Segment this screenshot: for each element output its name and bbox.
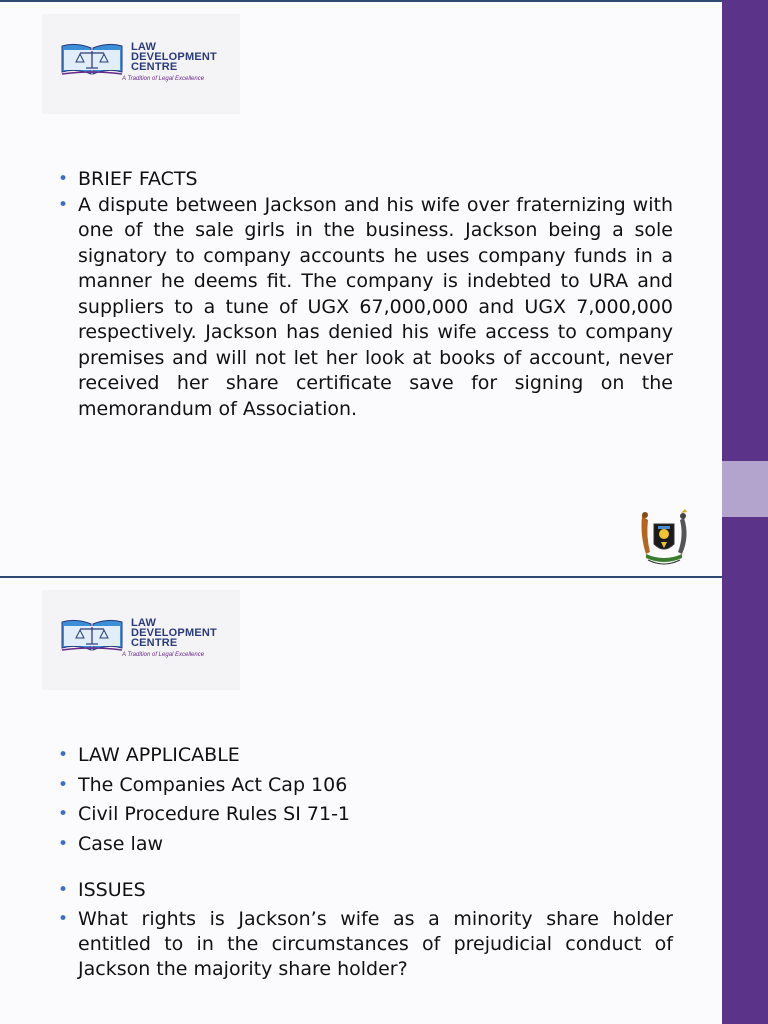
sidebar-bar [722,0,768,576]
logo-line-3: CENTRE [131,637,178,649]
logo-tagline: A Tradition of Legal Excellence [122,76,205,82]
bullet-heading-brief-facts: • BRIEF FACTS [56,167,673,193]
top-divider-line [0,0,722,2]
logo-tagline: A Tradition of Legal Excellence [122,652,205,658]
book-scales-icon [60,40,124,80]
bullet-issue-question: • What rights is Jackson’s wife as a minority share holder entitled to in the circumstances of prejudicial conduct of Jackson the majority share holder? [56,907,673,982]
sidebar-accent-block [722,461,768,517]
logo-line-1: LAW [131,41,157,53]
top-divider-line [0,576,722,578]
ldc-logo [42,590,240,690]
logo-wordmark [131,618,217,648]
logo-wordmark [131,42,217,72]
bullet-case-law: • Case law [56,832,673,857]
ldc-logo [42,14,240,114]
bullet-heading-issues: • ISSUES [56,878,673,903]
book-scales-icon [60,616,124,656]
bullet-heading-law-applicable: • LAW APPLICABLE [56,743,673,768]
uganda-coat-of-arms-icon [632,506,696,570]
bullet-civil-procedure-rules: • Civil Procedure Rules SI 71-1 [56,802,673,827]
bullet-facts-paragraph: • A dispute between Jackson and his wife over fraternizing with one of the sale girls in the business. Jackson being a sole signatory to company accounts he uses company funds in a manner he deems fit. The company is indebted to URA and suppliers to a tune of UGX 67,000,000 and UGX 7,000,000 respectively. Jackson has denied his wife access to company premises and will not let her look at books of account, never received her share certificate save for signing on the memorandum of Association. [56,193,673,423]
logo-line-2: DEVELOPMENT [131,51,217,63]
logo-line-1: LAW [131,617,157,629]
sidebar-bar [722,576,768,1024]
logo-line-3: CENTRE [131,61,178,73]
brief-facts-list [56,167,673,422]
law-and-issues-list [56,743,673,982]
slide-2 [0,576,768,1024]
bullet-companies-act: • The Companies Act Cap 106 [56,773,673,798]
logo-line-2: DEVELOPMENT [131,627,217,639]
